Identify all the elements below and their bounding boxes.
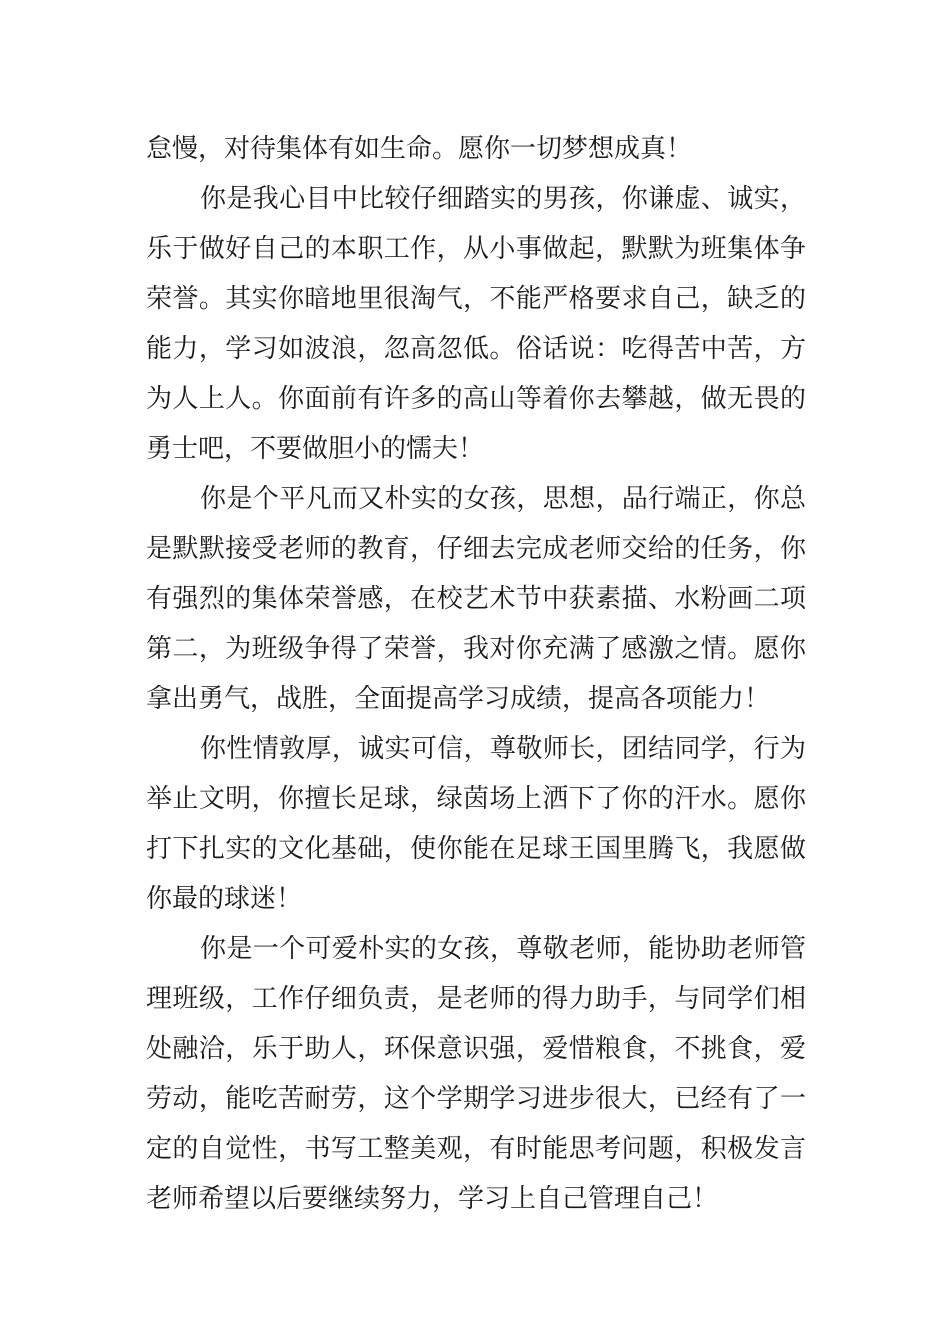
text-line: 为人上人。你面前有许多的高山等着你去攀越，做无畏的 (146, 384, 806, 414)
text-line: 有强烈的集体荣誉感，在校艺术节中获素描、水粉画二项 (146, 584, 806, 614)
text-line: 乐于做好自己的本职工作，从小事做起，默默为班集体争 (146, 234, 806, 264)
text-line: 处融洽，乐于助人，环保意识强，爱惜粮食，不挑食，爱 (146, 1034, 806, 1064)
text-line: 定的自觉性，书写工整美观，有时能思考问题，积极发言 (146, 1134, 806, 1164)
document-body (146, 124, 806, 1224)
text-line: 举止文明，你擅长足球，绿茵场上洒下了你的汗水。愿你 (146, 784, 806, 814)
text-line: 怠慢，对待集体有如生命。愿你一切梦想成真！ (146, 134, 693, 164)
text-line: 老师希望以后要继续努力，学习上自己管理自己！ (146, 1184, 719, 1214)
paragraph-first-line: 你是我心目中比较仔细踏实的男孩，你谦虚、诚实， (200, 184, 806, 214)
text-line: 你最的球迷！ (146, 884, 303, 914)
text-line: 勇士吧，不要做胆小的懦夫！ (146, 434, 485, 464)
text-line: 荣誉。其实你暗地里很淘气，不能严格要求自己，缺乏的 (146, 284, 806, 314)
text-line: 打下扎实的文化基础，使你能在足球王国里腾飞，我愿做 (146, 834, 806, 864)
paragraph-first-line: 你是一个可爱朴实的女孩，尊敬老师，能协助老师管 (200, 934, 806, 964)
text-line: 能力，学习如波浪，忽高忽低。俗话说：吃得苦中苦，方 (146, 334, 806, 364)
paragraph-first-line: 你性情敦厚，诚实可信，尊敬师长，团结同学，行为 (200, 734, 806, 764)
text-line: 第二，为班级争得了荣誉，我对你充满了感激之情。愿你 (146, 634, 806, 664)
text-line: 理班级，工作仔细负责，是老师的得力助手，与同学们相 (146, 984, 806, 1014)
text-line: 劳动，能吃苦耐劳，这个学期学习进步很大，已经有了一 (146, 1084, 806, 1114)
text-line: 是默默接受老师的教育，仔细去完成老师交给的任务，你 (146, 534, 806, 564)
text-line: 拿出勇气，战胜，全面提高学习成绩，提高各项能力！ (146, 684, 771, 714)
paragraph-first-line: 你是个平凡而又朴实的女孩，思想，品行端正，你总 (200, 484, 806, 514)
